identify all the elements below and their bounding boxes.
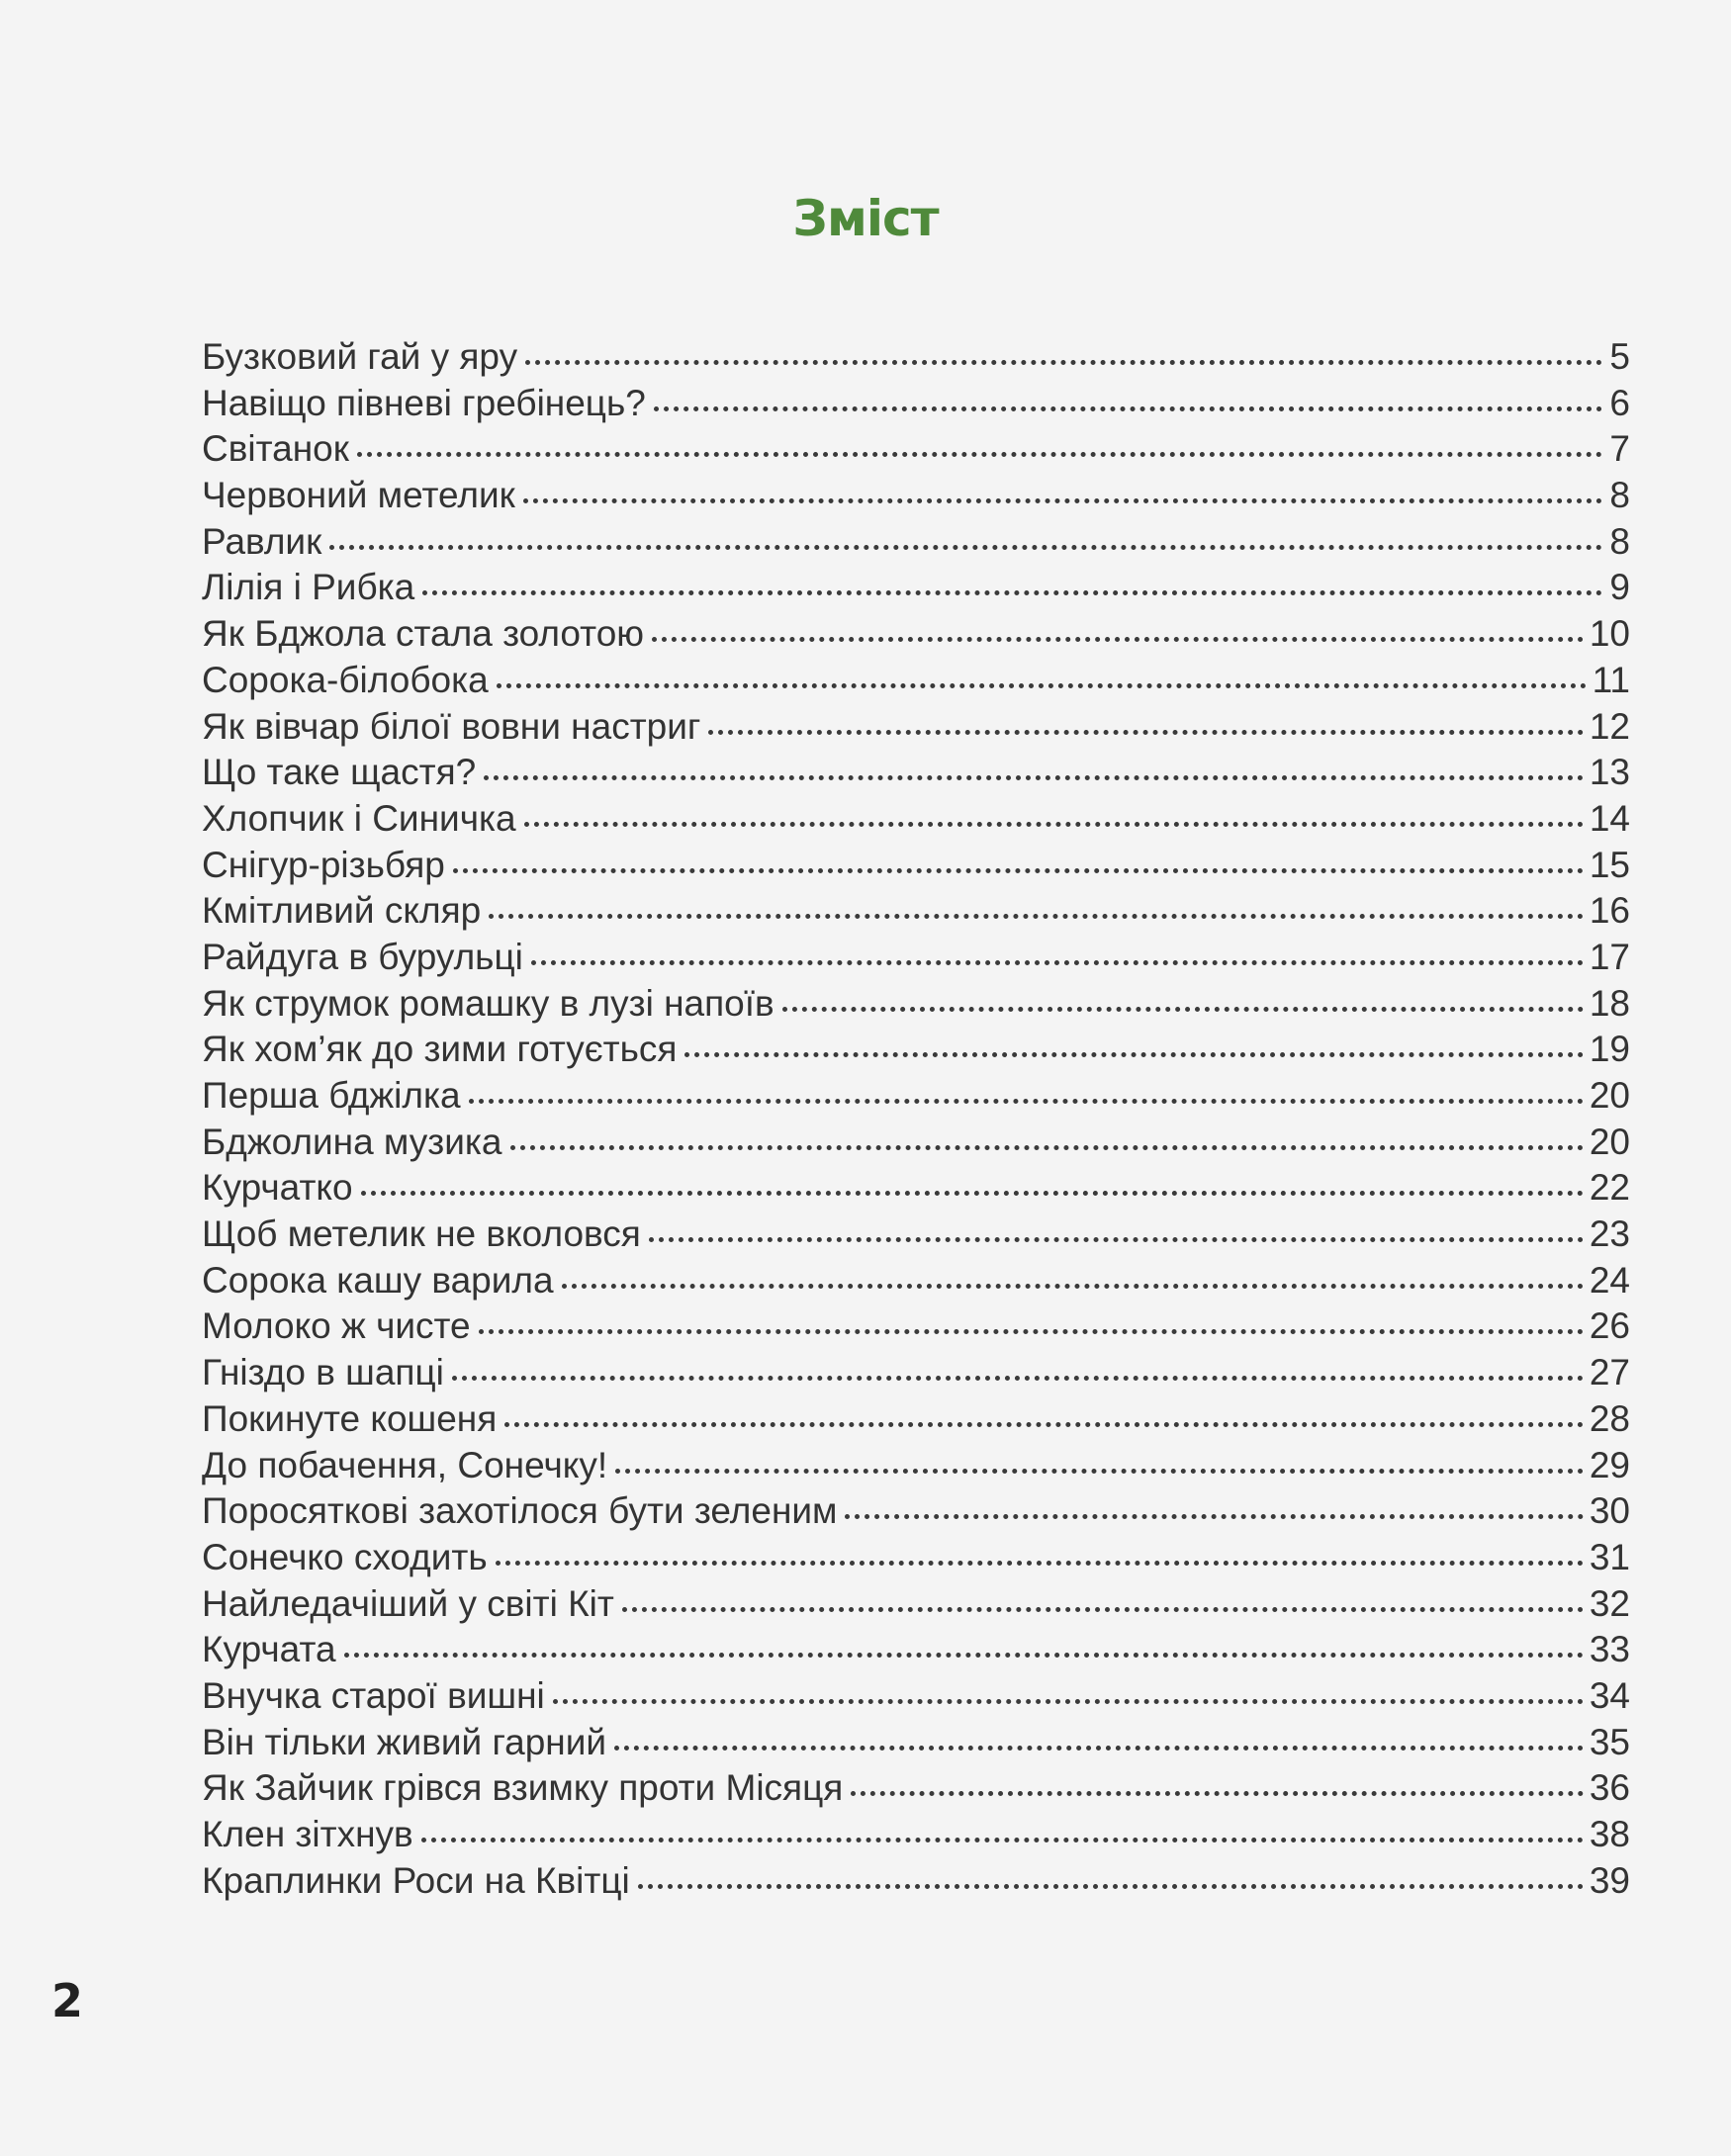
toc-entry-title: Курчата: [202, 1629, 336, 1670]
toc-entry-title: Найледачіший у світі Кіт: [202, 1582, 614, 1624]
dot-leader: [708, 722, 1583, 735]
toc-entry: [202, 1303, 1630, 1350]
toc-entry-title: Кмітливий скляр: [202, 890, 482, 932]
toc-entry: [202, 843, 1630, 889]
toc-entry: [202, 1488, 1630, 1535]
toc-entry-page-number: 33: [1589, 1629, 1630, 1670]
toc-entry: [202, 334, 1630, 381]
dot-leader: [523, 491, 1602, 503]
toc-entry-page-number: 12: [1589, 705, 1630, 747]
dot-leader: [496, 1553, 1584, 1566]
toc-entry: [202, 981, 1630, 1028]
toc-entry-page-number: 13: [1589, 752, 1630, 793]
toc-entry: [202, 1627, 1630, 1673]
toc-entry: [202, 1581, 1630, 1628]
dot-leader: [782, 999, 1584, 1012]
toc-entry: [202, 473, 1630, 519]
dot-leader: [489, 906, 1584, 919]
dot-leader: [654, 399, 1602, 411]
toc-entry: [202, 519, 1630, 566]
dot-leader: [497, 675, 1587, 688]
dot-leader: [614, 1738, 1584, 1751]
toc-entry-page-number: 14: [1589, 797, 1630, 839]
toc-entry-page-number: 35: [1589, 1721, 1630, 1762]
table-of-contents-heading: Зміст: [792, 190, 939, 247]
toc-entry-title: Він тільки живий гарний: [202, 1721, 607, 1762]
toc-entry: [202, 611, 1630, 658]
toc-entry-title: Як вівчар білої вовни настриг: [202, 705, 701, 747]
toc-entry: [202, 704, 1630, 751]
page-number: 2: [51, 1974, 84, 2027]
toc-entry-page-number: 11: [1592, 659, 1630, 700]
toc-entry-page-number: 26: [1589, 1305, 1630, 1347]
dot-leader: [615, 1461, 1584, 1474]
toc-entry-title: Сорока-білобока: [202, 659, 489, 700]
dot-leader: [851, 1783, 1584, 1796]
toc-entry-page-number: 29: [1589, 1444, 1630, 1485]
toc-entry-page-number: 27: [1589, 1352, 1630, 1393]
dot-leader: [553, 1691, 1584, 1704]
table-of-contents-list: [202, 334, 1630, 1904]
toc-entry-page-number: 32: [1589, 1582, 1630, 1624]
toc-entry: [202, 1165, 1630, 1212]
toc-entry-page-number: 8: [1609, 520, 1630, 562]
toc-entry-title: Снігур-різьбяр: [202, 844, 445, 885]
toc-entry-title: Лілія і Рибка: [202, 567, 415, 608]
toc-entry-page-number: 20: [1589, 1121, 1630, 1162]
toc-entry-page-number: 20: [1589, 1075, 1630, 1116]
toc-entry: [202, 796, 1630, 843]
toc-entry-page-number: 6: [1609, 382, 1630, 423]
toc-entry-title: Молоко ж чисте: [202, 1305, 471, 1347]
dot-leader: [531, 952, 1584, 965]
dot-leader: [525, 352, 1602, 365]
toc-entry: [202, 1212, 1630, 1258]
toc-entry-title: Щоб метелик не вколовся: [202, 1213, 641, 1255]
dot-leader: [649, 1229, 1584, 1242]
toc-entry-page-number: 15: [1589, 844, 1630, 885]
toc-entry: [202, 1535, 1630, 1581]
toc-entry-title: Внучка старої вишні: [202, 1674, 545, 1716]
dot-leader: [329, 537, 1602, 550]
dot-leader: [422, 583, 1602, 595]
toc-entry-page-number: 10: [1589, 613, 1630, 655]
toc-entry: [202, 888, 1630, 935]
toc-entry: [202, 1258, 1630, 1304]
toc-entry-title: Як струмок ромашку в лузі напоїв: [202, 982, 774, 1024]
toc-entry-page-number: 5: [1609, 336, 1630, 377]
dot-leader: [484, 767, 1584, 780]
dot-leader: [344, 1645, 1584, 1658]
toc-entry-page-number: 39: [1589, 1859, 1630, 1901]
toc-entry-page-number: 18: [1589, 982, 1630, 1024]
dot-leader: [562, 1276, 1584, 1289]
toc-entry-title: Червоний метелик: [202, 475, 515, 516]
toc-entry-page-number: 22: [1589, 1167, 1630, 1209]
toc-entry: [202, 1350, 1630, 1396]
toc-entry: [202, 1027, 1630, 1073]
toc-entry-page-number: 16: [1589, 890, 1630, 932]
toc-entry-title: До побачення, Сонечку!: [202, 1444, 608, 1485]
dot-leader: [504, 1414, 1584, 1427]
dot-leader: [361, 1183, 1584, 1196]
toc-entry-title: Перша бджілка: [202, 1075, 461, 1116]
toc-entry: [202, 750, 1630, 796]
toc-entry: [202, 1120, 1630, 1166]
toc-entry: [202, 1396, 1630, 1443]
toc-entry-title: Поросяткові захотілося бути зеленим: [202, 1490, 838, 1532]
toc-entry-title: Райдуга в бурульці: [202, 936, 523, 977]
toc-entry-title: Сорока кашу варила: [202, 1259, 554, 1301]
toc-entry-title: Як хом’як до зими готується: [202, 1029, 678, 1070]
toc-entry: [202, 426, 1630, 473]
toc-entry-title: Равлик: [202, 520, 322, 562]
toc-entry-page-number: 9: [1609, 567, 1630, 608]
dot-leader: [524, 814, 1584, 827]
toc-entry-title: Покинуте кошеня: [202, 1397, 498, 1439]
dot-leader: [479, 1321, 1584, 1334]
toc-entry-page-number: 31: [1589, 1536, 1630, 1577]
toc-entry-page-number: 8: [1609, 475, 1630, 516]
toc-entry-page-number: 38: [1589, 1814, 1630, 1854]
toc-entry: [202, 1073, 1630, 1120]
toc-entry-title: Як Бджола стала золотою: [202, 613, 645, 655]
toc-entry-page-number: 19: [1589, 1029, 1630, 1070]
toc-entry: [202, 1720, 1630, 1766]
toc-entry-page-number: 36: [1589, 1767, 1630, 1809]
dot-leader: [638, 1876, 1584, 1889]
toc-entry-page-number: 28: [1589, 1397, 1630, 1439]
dot-leader: [652, 629, 1584, 642]
dot-leader: [453, 860, 1584, 873]
dot-leader: [510, 1137, 1584, 1150]
toc-entry: [202, 381, 1630, 427]
toc-entry-title: Клен зітхнув: [202, 1814, 413, 1854]
toc-entry-page-number: 23: [1589, 1213, 1630, 1255]
toc-entry-title: Навіщо півневі гребінець?: [202, 382, 646, 423]
toc-entry: [202, 1812, 1630, 1858]
toc-entry: [202, 1673, 1630, 1720]
toc-entry-title: Бджолина музика: [202, 1121, 502, 1162]
toc-entry-page-number: 30: [1589, 1490, 1630, 1532]
toc-entry-page-number: 34: [1589, 1674, 1630, 1716]
toc-entry-title: Що таке щастя?: [202, 752, 477, 793]
toc-entry: [202, 1443, 1630, 1489]
toc-entry-page-number: 7: [1609, 428, 1630, 470]
dot-leader: [469, 1091, 1584, 1104]
dot-leader: [684, 1044, 1583, 1057]
dot-leader: [357, 444, 1602, 457]
toc-entry-title: Краплинки Роси на Квітці: [202, 1859, 630, 1901]
dot-leader: [845, 1506, 1583, 1519]
toc-entry-title: Хлопчик і Синичка: [202, 797, 516, 839]
toc-entry: [202, 1858, 1630, 1905]
toc-entry-title: Як Зайчик грівся взимку проти Місяця: [202, 1767, 844, 1809]
dot-leader: [622, 1599, 1584, 1612]
dot-leader: [452, 1368, 1584, 1381]
toc-entry: [202, 935, 1630, 981]
toc-entry-page-number: 24: [1589, 1259, 1630, 1301]
toc-entry-title: Гніздо в шапці: [202, 1352, 444, 1393]
dot-leader: [421, 1830, 1584, 1842]
toc-entry: [202, 565, 1630, 611]
toc-entry-title: Бузковий гай у яру: [202, 336, 518, 377]
toc-entry-title: Світанок: [202, 428, 349, 470]
toc-entry-title: Сонечко сходить: [202, 1536, 488, 1577]
toc-entry-page-number: 17: [1589, 936, 1630, 977]
toc-entry: [202, 1765, 1630, 1812]
toc-entry: [202, 658, 1630, 704]
toc-entry-title: Курчатко: [202, 1167, 353, 1209]
